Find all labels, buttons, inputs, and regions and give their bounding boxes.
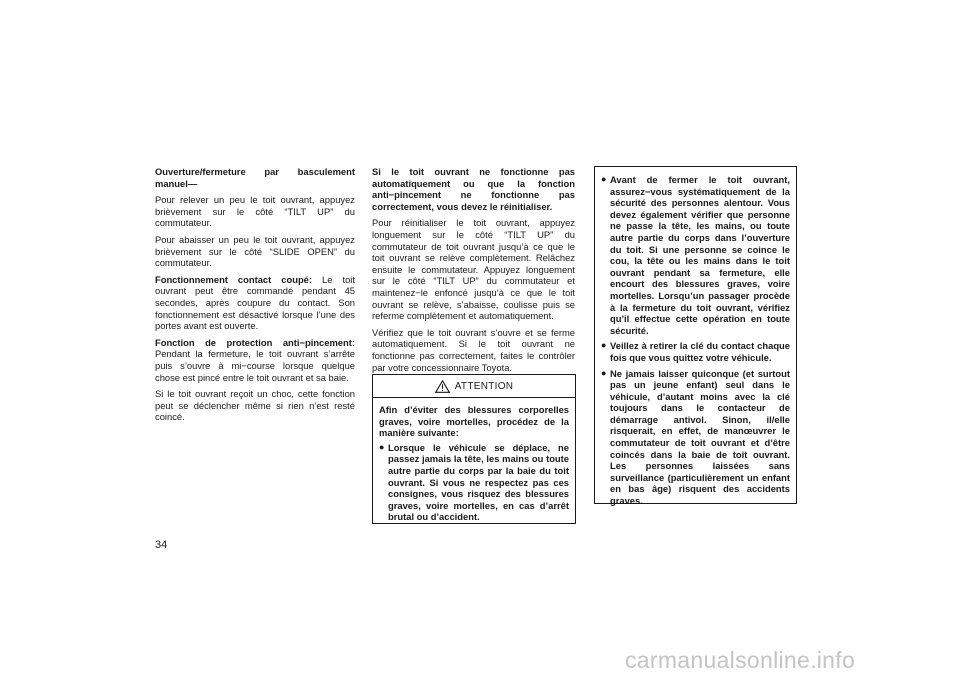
attention-title: ATTENTION [454, 380, 514, 392]
warning-bullet-2 [601, 340, 790, 363]
attention-box [372, 374, 576, 524]
warning-bullet-3 [601, 368, 790, 507]
reset-procedure-paragraph: Pour réinitialiser le toit ouvrant, appuyez longuement sur le côté “TILT UP” du commutateur de toit ouvrant jusqu’à ce que le toit ouvrant se relève complètement. Relâchez ensuite le commutateur. Appuyez longuement sur le côté “TILT UP” du commutateur et maintenez−le enfoncé jusqu’à ce que le toit ouvrant se relève, s’abaisse, coulisse puis se referme complètement et automatiquement. [372, 217, 575, 322]
tilt-up-paragraph: Pour relever un peu le toit ouvrant, appuyez brièvement sur le côté “TILT UP” du commutateur. [155, 194, 355, 229]
warning-bullet-2-text: Veillez à retirer la clé du contact chaque fois que vous quittez votre véhicule. [610, 340, 790, 363]
attention-body [373, 398, 575, 523]
warning-bullet-1 [601, 174, 790, 336]
bullet-icon: ● [379, 441, 385, 452]
attention-bullet [379, 442, 569, 523]
attention-bullet-text: Lorsque le véhicule se déplace, ne passez jamais la tête, les mains ou toute autre partie du corps par la baie du toit ouvrant. Si vous ne respectez pas ces consignes, vous risquez des blessures graves, voire mortelles, en cas d’arrêt brutal ou d’accident. [388, 441, 569, 523]
ignition-off-lead: Fonctionnement contact coupé: [155, 273, 313, 285]
anti-pinch-lead: Fonction de protection anti−pincement: [155, 336, 355, 348]
anti-pinch-paragraph [155, 337, 355, 383]
bullet-icon: ● [601, 367, 607, 378]
anti-pinch-text: Pendant la fermeture, le toit ouvrant s’arrête puis s’ouvre à mi−course lorsque quelque chose est pincé entre le toit ouvrant et sa baie. [155, 348, 355, 383]
attention-header [373, 375, 575, 398]
tilt-down-paragraph: Pour abaisser un peu le toit ouvrant, appuyez brièvement sur le côté “SLIDE OPEN” du commutateur. [155, 233, 355, 269]
manual-tilt-heading: Ouverture/fermeture par basculement manuel— [155, 166, 355, 189]
page-number: 34 [155, 539, 168, 551]
bullet-icon: ● [601, 340, 607, 351]
warning-box-right [594, 166, 797, 507]
watermark[interactable]: carmanualsonline.info [625, 647, 856, 673]
warning-triangle-icon [435, 380, 450, 393]
ignition-off-text: Le toit ouvrant peut être commandé pendant 45 secondes, après coupure du contact. Son fonctionnement est désactivé lorsque l’une des portes avant est ouverte. [155, 273, 355, 332]
bullet-icon: ● [601, 174, 607, 184]
warning-bullet-1-text: Avant de fermer le toit ouvrant, assurez−vous systématiquement de la sécurité des personnes alentour. Vous devez également vérifier que personne ne passe la tête, les mains, ou toute autre partie du corps dans l’ouverture du toit. Si une personne se coince le cou, la tête ou les mains dans le toit ouvrant pendant sa fermeture, elle encourt des blessures graves, voire mortelles. Lorsqu’un passager procède à la fermeture du toit ouvrant, vérifiez qu’il effectue cette opération en toute sécurité. [610, 174, 790, 336]
warning-box-body [595, 167, 796, 507]
warning-bullet-3-text: Ne jamais laisser quiconque (et surtout pas un jeune enfant) seul dans le véhicule, d’autant moins avec la clé toujours dans le contacteur de démarrage antivol. Sinon, il/elle risquerait, en effet, de manœuvrer le commutateur de toit ouvrant et d’être coincés dans la baie de toit ouvrant. Les personnes laissées sans surveillance (particulièrement un enfant en bas âge) risquent des accidents graves. [610, 367, 790, 507]
left-column [155, 166, 355, 428]
verify-paragraph: Vérifiez que le toit ouvrant s’ouvre et se ferme automatiquement. Si le toit ouvrant ne fonctionne pas correctement, faites le contrôler par votre concessionnaire Toyota. [372, 326, 575, 373]
shock-paragraph: Si le toit ouvrant reçoit un choc, cette fonction peut se déclencher même si rien n’est resté coincé. [155, 388, 355, 423]
ignition-off-paragraph [155, 274, 355, 332]
attention-intro: Afin d’éviter des blessures corporelles graves, voire mortelles, procédez de la manière suivante: [379, 404, 569, 439]
middle-column [372, 166, 575, 378]
reset-heading: Si le toit ouvrant ne fonctionne pas automatiquement ou que la fonction anti−pincement ne fonctionne pas correctement, vous devez le réinitialiser. [372, 166, 575, 212]
